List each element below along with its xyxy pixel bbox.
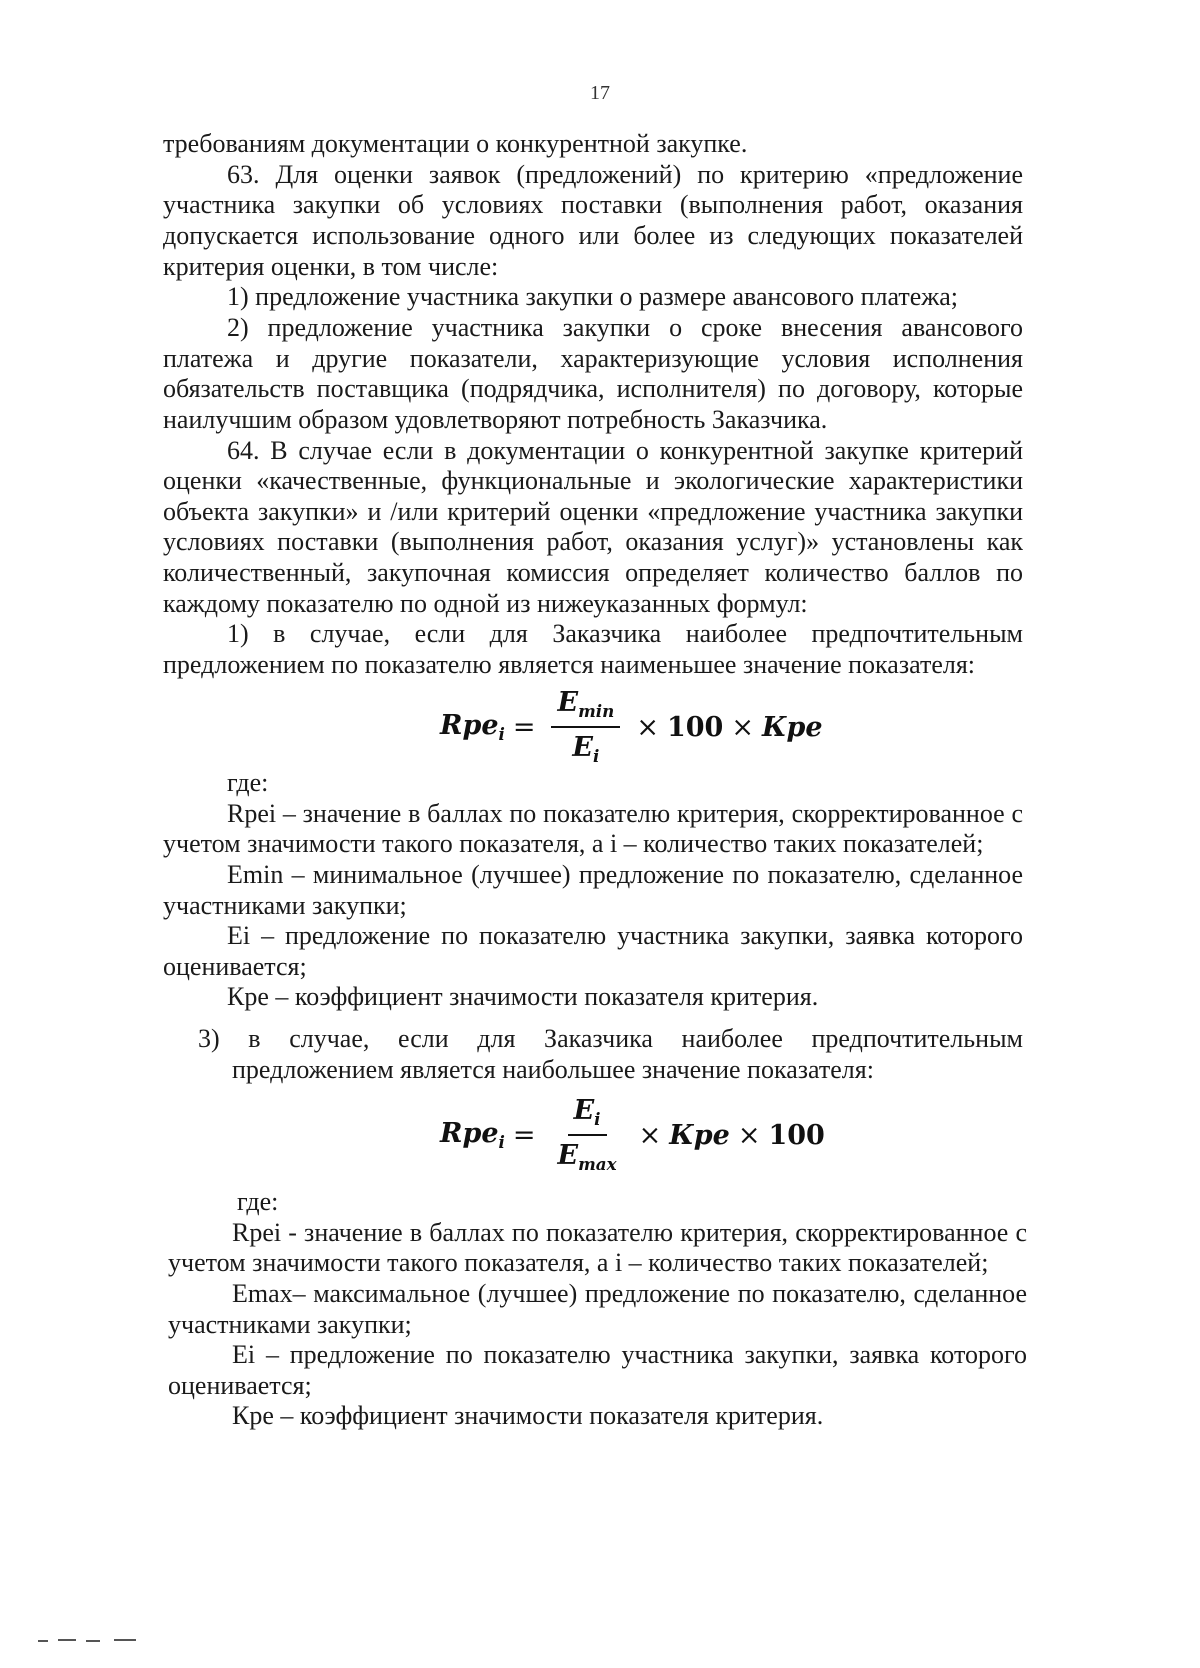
times-sign: × [731, 711, 754, 743]
times-sign: × [737, 1119, 761, 1151]
times-sign: × [638, 1119, 662, 1151]
text-line: требованиям документации о конкурентной закупке. [163, 129, 748, 158]
list-item-2: 2) предложение участника закупки о сроке внесения авансового [227, 313, 1023, 342]
definition-rpei: Rpei – значение в баллах по показателю критерия, скорректированное с [227, 799, 1023, 828]
text-line: наилучшим образом удовлетворяют потребность Заказчика. [163, 405, 828, 434]
scan-speck [58, 1639, 76, 1641]
text-line: обязательств поставщика (подрядчика, исполнителя) по договору, которые [163, 374, 1023, 403]
definition-ei: Ei – предложение по показателю участника закупки, заявка которого [232, 1340, 1027, 1369]
page-number: 17 [590, 82, 610, 104]
formula-max [440, 1090, 825, 1180]
text-line: количественный, закупочная комиссия определяет количество баллов по [163, 558, 1023, 587]
definition-emin: Emin – минимальное (лучшее) предложение по показателю, сделанное [227, 860, 1023, 889]
text-line: объекта закупки» и /или критерий оценки «предложение участника закупки [163, 497, 1023, 526]
definition-emax: Emax– максимальное (лучшее) предложение по показателю, сделанное [232, 1279, 1027, 1308]
fraction-denominator: $E_i$ [572, 732, 600, 766]
times-sign: × [636, 711, 659, 743]
equals-sign: = [512, 1119, 536, 1151]
text-line: оценивается; [163, 952, 307, 981]
coefficient: Кре [761, 711, 823, 743]
text-line: оценки «качественные, функциональные и экологические характеристики [163, 466, 1023, 495]
fraction-numerator: $E_{min}$ [551, 689, 620, 728]
definition-ei: Ei – предложение по показателю участника закупки, заявка которого [227, 921, 1023, 950]
paragraph-63-first-line: 63. Для оценки заявок (предложений) по критерию «предложение [227, 160, 1023, 189]
coefficient: Кре [669, 1119, 730, 1151]
text-line: предложением по показателю является наименьшее значение показателя: [163, 650, 976, 679]
text-line: оценивается; [168, 1371, 312, 1400]
text-line: каждому показателю по одной из нижеуказанных формул: [163, 589, 808, 618]
paragraph-64-first-line: 64. В случае если в документации о конкурентной закупке критерий [227, 436, 1023, 465]
definition-kpe: Кре – коэффициент значимости показателя критерия. [227, 982, 819, 1011]
where-label: где: [237, 1187, 279, 1216]
text-line: допускается использование одного или более из следующих показателей [163, 221, 1023, 250]
fraction-denominator: $E_{max}$ [557, 1140, 617, 1174]
case-1-first-line: 1) в случае, если для Заказчика наиболее предпочтительным [227, 619, 1023, 648]
where-label: где: [227, 768, 269, 797]
text-line: предложением является наибольшее значение показателя: [232, 1055, 874, 1084]
scan-speck [38, 1640, 48, 1642]
case-3-first-line: 3) в случае, если для Заказчика наиболее предпочтительным [198, 1024, 1023, 1053]
fraction [551, 1097, 622, 1172]
definition-kpe: Кре – коэффициент значимости показателя критерия. [232, 1401, 824, 1430]
definition-rpei: Rpei - значение в баллах по показателю критерия, скорректированное с [232, 1218, 1027, 1247]
hundred-value: 100 [768, 1119, 825, 1151]
fraction-numerator: $E_i$ [568, 1097, 607, 1136]
equals-sign: = [512, 711, 536, 743]
formula-lhs: Rpe$_i$ [440, 710, 505, 744]
text-line: условиях поставки (выполнения работ, оказания услуг)» установлены как [163, 527, 1023, 556]
hundred-value: 100 [666, 711, 724, 743]
fraction [551, 689, 620, 764]
text-line: участниками закупки; [163, 891, 407, 920]
text-line: платежа и другие показатели, характеризующие условия исполнения [163, 344, 1023, 373]
scan-speck [86, 1640, 100, 1642]
scan-speck [114, 1639, 136, 1641]
text-line: учетом значимости такого показателя, а i – количество таких показателей; [168, 1248, 989, 1277]
formula-min [440, 682, 823, 772]
text-line: участниками закупки; [168, 1310, 412, 1339]
text-line: участника закупки об условиях поставки (выполнения работ, оказания [163, 190, 1023, 219]
text-line: критерия оценки, в том числе: [163, 252, 499, 281]
formula-lhs: Rpe$_i$ [440, 1118, 505, 1152]
text-line: учетом значимости такого показателя, а i – количество таких показателей; [163, 829, 984, 858]
list-item-1: 1) предложение участника закупки о размере авансового платежа; [227, 282, 958, 311]
